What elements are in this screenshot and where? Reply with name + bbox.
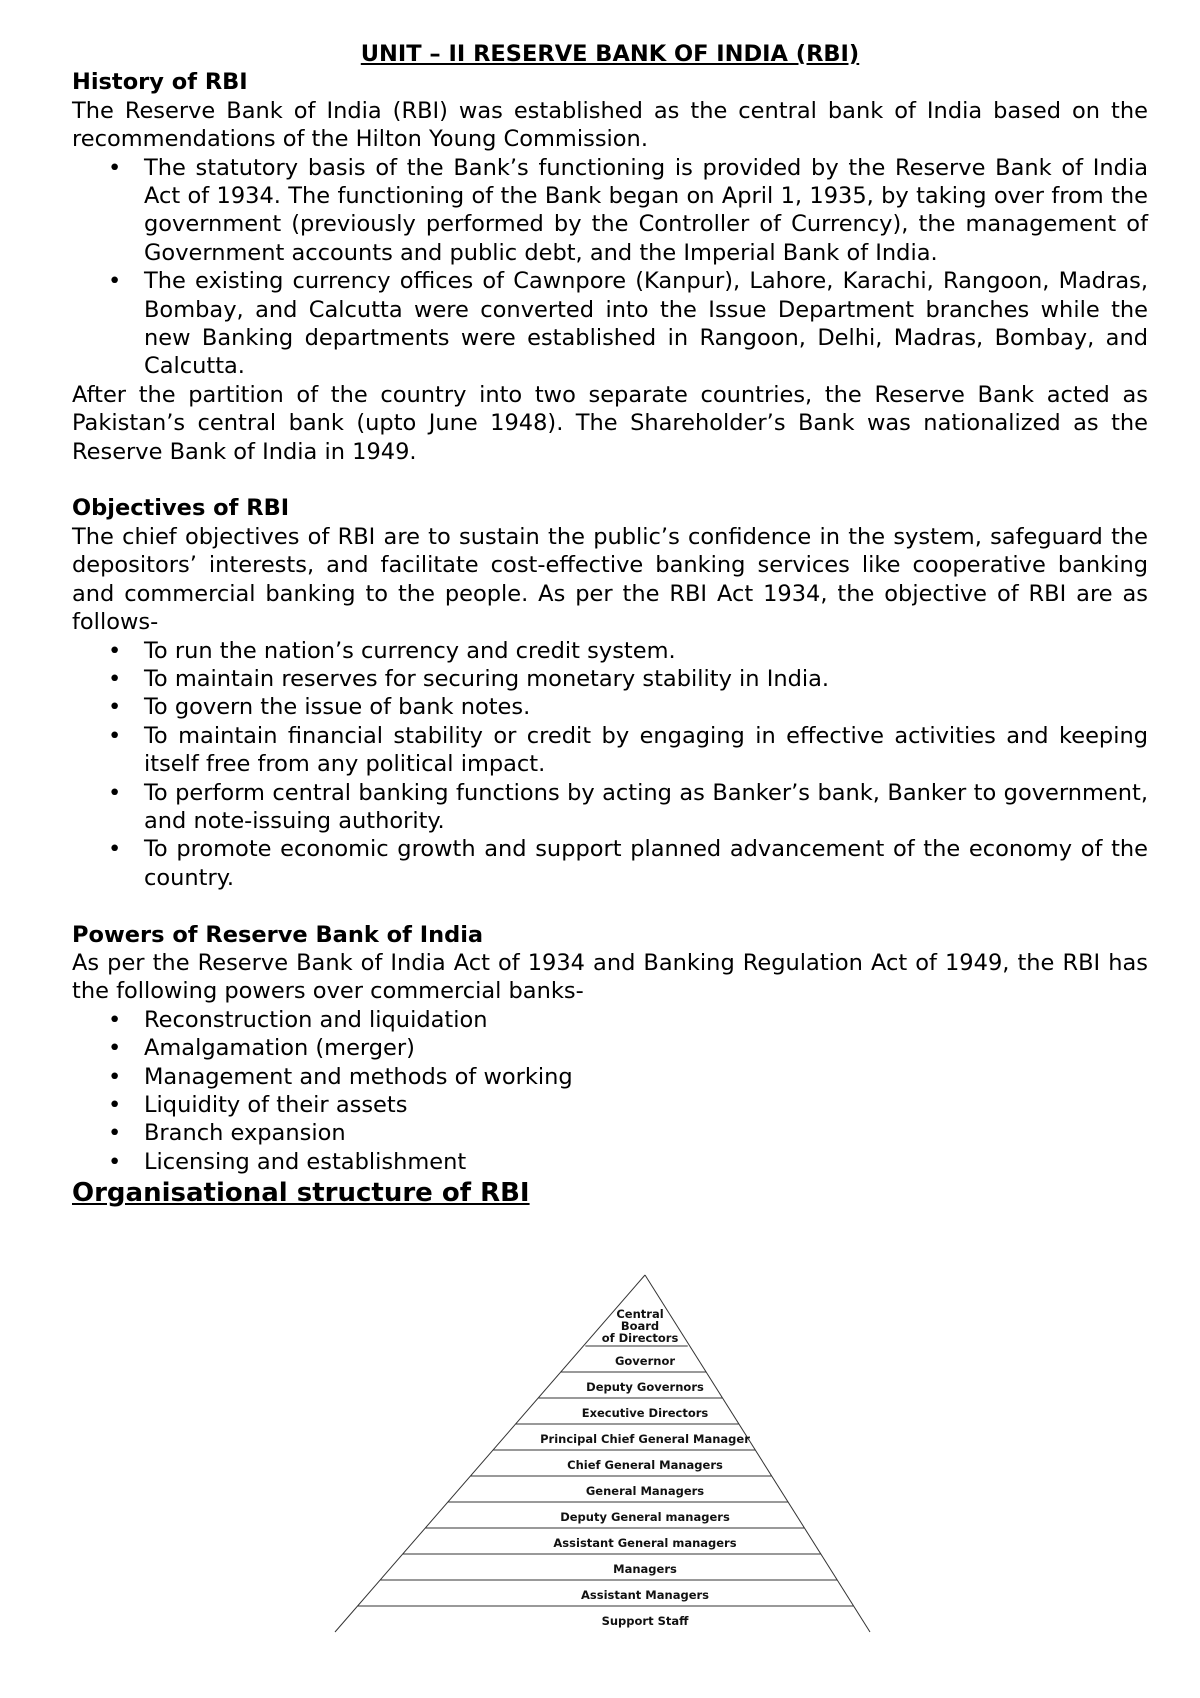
objectives-list [72,637,1148,893]
list-item: • To promote economic growth and support planned advancement of the economy of the country. [72,835,1148,892]
pyramid-left-edge [335,1275,645,1632]
pyramid-level-label: Governor [614,1354,676,1368]
list-item: • The existing currency offices of Cawnpore (Kanpur), Lahore, Karachi, Rangoon, Madras, Bombay, and Calcutta were converted into the Issue Department branches while the new Banking departments were established in Rangoon, Delhi, Madras, Bombay, and Calcutta. [72,267,1148,381]
list-item: • Licensing and establishment [72,1148,1148,1176]
pyramid-level-label: Managers [613,1562,677,1576]
list-item: • Branch expansion [72,1119,1148,1147]
history-list [72,154,1148,381]
objectives-intro: The chief objectives of RBI are to sustain the public’s confidence in the system, safeguard the depositors’ interests, and facilitate cost-effective banking services like cooperative banking and commercial banking to the people. As per the RBI Act 1934, the objective of RBI are as follows- [72,523,1148,636]
list-item: • Management and methods of working [72,1063,1148,1091]
page-title: UNIT – II RESERVE BANK OF INDIA (RBI) [360,41,860,67]
history-outro: After the partition of the country into two separate countries, the Reserve Bank acted as Pakistan’s central bank (upto June 1948). The Shareholder’s Bank was nationalized as the Reserve Bank of India in 1949. [72,381,1148,465]
list-item: • To maintain financial stability or credit by engaging in effective activities and keeping itself free from any political impact. [72,722,1148,779]
list-item: • To govern the issue of bank notes. [72,693,1148,721]
history-intro: The Reserve Bank of India (RBI) was established as the central bank of India based on the recommendations of the Hilton Young Commission. [72,97,1148,153]
objectives-heading: Objectives of RBI [72,495,290,522]
pyramid-apex-label: Central [616,1307,664,1321]
pyramid-level-label: Support Staff [601,1614,689,1628]
list-item: • The statutory basis of the Bank’s functioning is provided by the Reserve Bank of India Act of 1934. The functioning of the Bank began on April 1, 1935, by taking over from the government (previously performed by the Controller of Currency), the management of Government accounts and public debt, and the Imperial Bank of India. [72,154,1148,268]
org-structure-heading: Organisational structure of RBI [72,1178,530,1209]
powers-intro: As per the Reserve Bank of India Act of 1934 and Banking Regulation Act of 1949, the RBI has the following powers over commercial banks- [72,949,1148,1005]
list-item: • Reconstruction and liquidation [72,1006,1148,1034]
pyramid-apex-label: Board [620,1319,660,1333]
list-item: • To perform central banking functions by acting as Banker’s bank, Banker to government, and note-issuing authority. [72,779,1148,836]
pyramid-level-label: Assistant General managers [553,1536,737,1550]
powers-heading: Powers of Reserve Bank of India [72,921,484,948]
pyramid-level-label: Assistant Managers [580,1588,710,1602]
pyramid-level-label: Executive Directors [581,1406,709,1420]
list-item: • To run the nation’s currency and credit system. [72,637,1148,665]
powers-list [72,1006,1148,1176]
pyramid-level-label: Deputy General managers [560,1510,730,1524]
pyramid-level-label: Chief General Managers [567,1458,723,1472]
history-heading: History of RBI [72,69,248,96]
pyramid-apex-label: of Directors [601,1331,679,1345]
document-page [72,40,1148,1210]
pyramid-level-label: Principal Chief General Manager [540,1432,750,1446]
list-item: • Amalgamation (merger) [72,1034,1148,1062]
list-item: • Liquidity of their assets [72,1091,1148,1119]
pyramid-level-label: General Managers [585,1484,705,1498]
pyramid-right-edge [645,1275,870,1632]
list-item: • To maintain reserves for securing monetary stability in India. [72,665,1148,693]
pyramid-level-label: Deputy Governors [586,1380,704,1394]
